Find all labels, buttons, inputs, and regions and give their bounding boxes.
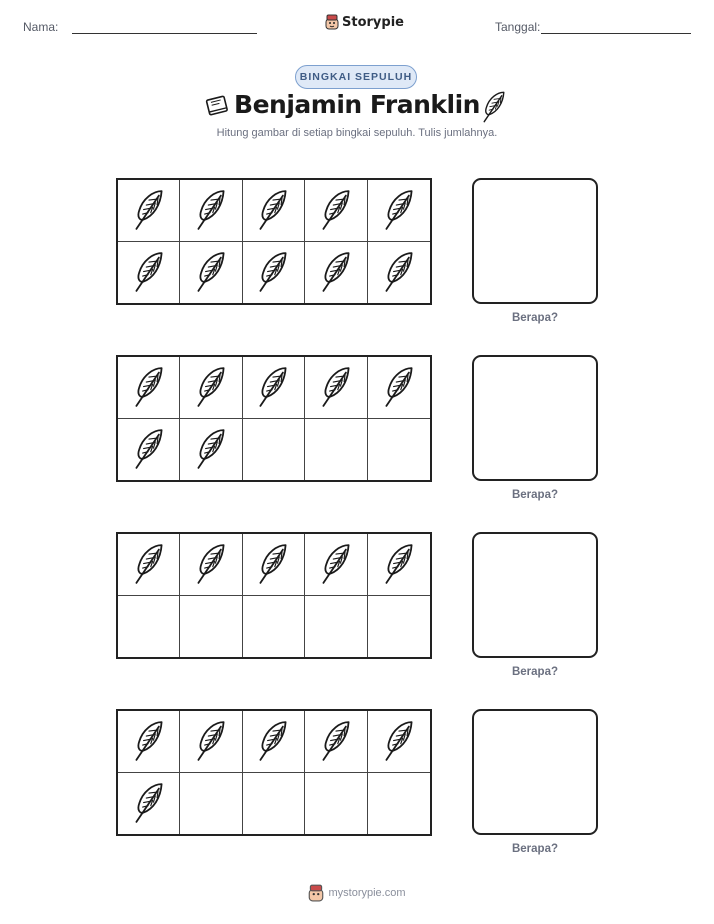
ten-frame-cell: [305, 357, 367, 419]
name-field-line[interactable]: [72, 33, 257, 34]
ten-frame-cell: [243, 711, 305, 773]
quill-feather-icon: [131, 427, 167, 471]
ten-frame-cell: [368, 711, 430, 773]
ten-frame-cell: [368, 357, 430, 419]
storypie-mascot-icon: [308, 884, 324, 902]
ten-frame-cell: [180, 534, 242, 596]
answer-box-3[interactable]: [472, 532, 598, 658]
quill-feather-icon: [255, 188, 291, 232]
quill-feather-icon: [318, 365, 354, 409]
quill-feather-icon: [131, 250, 167, 294]
ten-frame-cell: [305, 711, 367, 773]
page-title: Benjamin Franklin: [234, 90, 480, 119]
answer-label: Berapa?: [511, 843, 559, 855]
ten-frame-cell: [180, 773, 242, 835]
ten-frame-cell: [243, 596, 305, 658]
ten-frame-cell: [243, 357, 305, 419]
ten-frame-cell: [305, 596, 367, 658]
quill-feather-icon: [318, 542, 354, 586]
ten-frame-cell: [243, 242, 305, 304]
quill-feather-icon: [381, 365, 417, 409]
ten-frame-cell: [180, 357, 242, 419]
quill-feather-icon: [193, 719, 229, 763]
quill-feather-icon: [381, 250, 417, 294]
brand-logo: [325, 14, 404, 30]
ten-frame-cell: [305, 242, 367, 304]
ten-frame-cell: [118, 596, 180, 658]
ten-frame-cell: [368, 242, 430, 304]
date-field-line[interactable]: [541, 33, 691, 34]
ten-frame-cell: [368, 596, 430, 658]
ten-frame-cell: [180, 596, 242, 658]
quill-feather-icon: [318, 188, 354, 232]
quill-feather-icon: [381, 542, 417, 586]
ten-frame-cell: [368, 773, 430, 835]
worksheet-type-badge: BINGKAI SEPULUH: [295, 65, 417, 89]
ten-frame-cell: [243, 773, 305, 835]
quill-feather-icon: [131, 781, 167, 825]
answer-box-4[interactable]: [472, 709, 598, 835]
answer-box-1[interactable]: [472, 178, 598, 304]
ten-frame-cell: [305, 773, 367, 835]
quill-feather-icon: [255, 365, 291, 409]
instructions: Hitung gambar di setiap bingkai sepuluh. Tulis jumlahnya.: [216, 127, 498, 139]
worksheet-header: [0, 14, 714, 40]
quill-feather-icon: [255, 250, 291, 294]
quill-feather-icon: [255, 719, 291, 763]
ten-frame-cell: [118, 357, 180, 419]
quill-feather-icon: [381, 188, 417, 232]
quill-feather-icon: [131, 188, 167, 232]
quill-feather-icon: [131, 365, 167, 409]
storypie-mascot-icon: [325, 14, 339, 30]
quill-feather-icon: [255, 542, 291, 586]
ten-frame-cell: [305, 180, 367, 242]
footer: [0, 884, 714, 902]
ten-frame-4: [116, 709, 432, 836]
footer-url[interactable]: mystorypie.com: [328, 887, 406, 899]
ten-frame-cell: [368, 419, 430, 481]
ten-frame-cell: [368, 180, 430, 242]
ten-frame-cell: [368, 534, 430, 596]
ten-frame-cell: [243, 180, 305, 242]
answer-label: Berapa?: [511, 312, 559, 324]
ten-frame-2: [116, 355, 432, 482]
answer-box-2[interactable]: [472, 355, 598, 481]
quill-feather-icon: [131, 542, 167, 586]
ten-frame-cell: [118, 534, 180, 596]
date-label: Tanggal:: [495, 20, 541, 34]
ten-frame-cell: [118, 773, 180, 835]
quill-feather-icon: [193, 188, 229, 232]
ten-frame-cell: [180, 180, 242, 242]
quill-feather-icon: [193, 542, 229, 586]
ten-frame-cell: [180, 711, 242, 773]
brand-name: Storypie: [342, 14, 404, 30]
ten-frame-cell: [180, 242, 242, 304]
quill-feather-icon: [318, 719, 354, 763]
ten-frame-cell: [243, 534, 305, 596]
ten-frame-cell: [118, 180, 180, 242]
ten-frame-cell: [118, 419, 180, 481]
answer-label: Berapa?: [511, 666, 559, 678]
ten-frame-cell: [118, 242, 180, 304]
quill-feather-icon: [480, 90, 508, 124]
quill-feather-icon: [193, 365, 229, 409]
quill-feather-icon: [131, 719, 167, 763]
ten-frame-cell: [305, 534, 367, 596]
quill-feather-icon: [381, 719, 417, 763]
title-row: [0, 90, 714, 126]
ten-frame-cell: [180, 419, 242, 481]
ten-frame-cell: [118, 711, 180, 773]
quill-feather-icon: [318, 250, 354, 294]
ten-frame-cell: [243, 419, 305, 481]
answer-label: Berapa?: [511, 489, 559, 501]
quill-feather-icon: [193, 250, 229, 294]
ten-frame-cell: [305, 419, 367, 481]
ten-frame-1: [116, 178, 432, 305]
name-label: Nama:: [23, 20, 59, 34]
quill-feather-icon: [193, 427, 229, 471]
ten-frame-3: [116, 532, 432, 659]
